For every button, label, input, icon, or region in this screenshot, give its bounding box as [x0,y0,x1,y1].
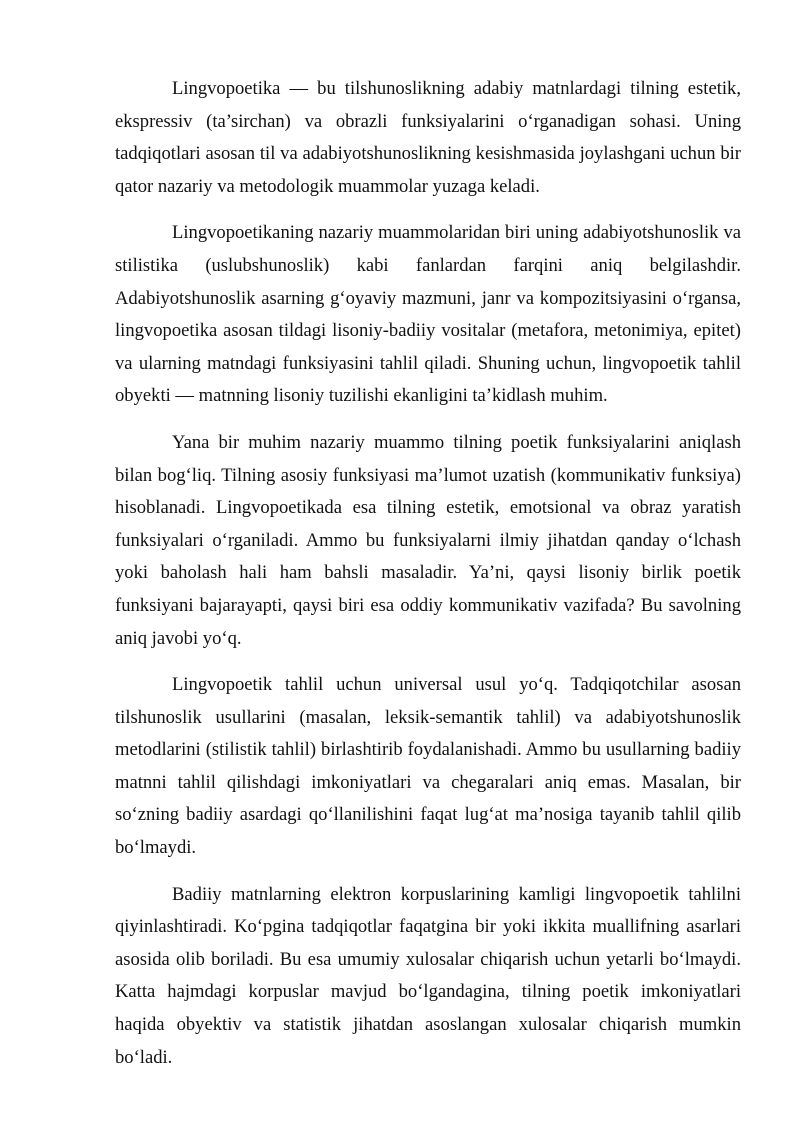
document-body [115,73,741,1088]
paragraph-3: Yana bir muhim nazariy muammo tilning poetik funksiyalarini aniqlash bilan bog‘liq. Tilning asosiy funksiyasi ma’lumot uzatish (kommunikativ funksiya) hisoblanadi. Lingvopoetikada esa tilning estetik, emotsional va obraz yaratish funksiyalari o‘rganiladi. Ammo bu funksiyalarni ilmiy jihatdan qanday o‘lchash yoki baholash hali ham bahsli masaladir. Ya’ni, qaysi lisoniy birlik poetik funksiyani bajarayapti, qaysi biri esa oddiy kommunikativ vazifada? Bu savolning aniq javobi yo‘q. [115,431,741,649]
paragraph-5: Badiiy matnlarning elektron korpuslarining kamligi lingvopoetik tahlilni qiyinlashtiradi. Ko‘pgina tadqiqotlar faqatgina bir yoki ikkita muallifning asarlari asosida olib boriladi. Bu esa umumiy xulosalar chiqarish uchun yetarli bo‘lmaydi. Katta hajmdagi korpuslar mavjud bo‘lgandagina, tilning poetik imkoniyatlari haqida obyektiv va statistik jihatdan asoslangan xulosalar chiqarish mumkin bo‘ladi. [115,883,741,1068]
paragraph-1: Lingvopoetika — bu tilshunoslikning adabiy matnlardagi tilning estetik, ekspressiv (ta’sirchan) va obrazli funksiyalarini o‘rganadigan sohasi. Uning tadqiqotlari asosan til va adabiyotshunoslikning kesishmasida joylashgani uchun bir qator nazariy va metodologik muammolar yuzaga keladi. [115,78,741,197]
paragraph-2: Lingvopoetikaning nazariy muammolaridan biri uning adabiyotshunoslik va stilistika (uslubshunoslik) kabi fanlardan farqini aniq belgilashdir. Adabiyotshunoslik asarning g‘oyaviy mazmuni, janr va kompozitsiyasini o‘rgansa, lingvopoetika asosan tildagi lisoniy-badiiy vositalar (metafora, metonimiya, epitet) va ularning matndagi funksiyasini tahlil qiladi. Shuning uchun, lingvopoetik tahlil obyekti — matnning lisoniy tuzilishi ekanligini ta’kidlash muhim. [115,222,741,407]
paragraph-4: Lingvopoetik tahlil uchun universal usul yo‘q. Tadqiqotchilar asosan tilshunoslik usullarini (masalan, leksik-semantik tahlil) va adabiyotshunoslik metodlarini (stilistik tahlil) birlashtirib foydalanishadi. Ammo bu usullarning badiiy matnni tahlil qilishdagi imkoniyatlari va chegaralari aniq emas. Masalan, bir so‘zning badiiy asardagi qo‘llanilishini faqat lug‘at ma’nosiga tayanib tahlil qilib bo‘lmaydi. [115,674,741,859]
